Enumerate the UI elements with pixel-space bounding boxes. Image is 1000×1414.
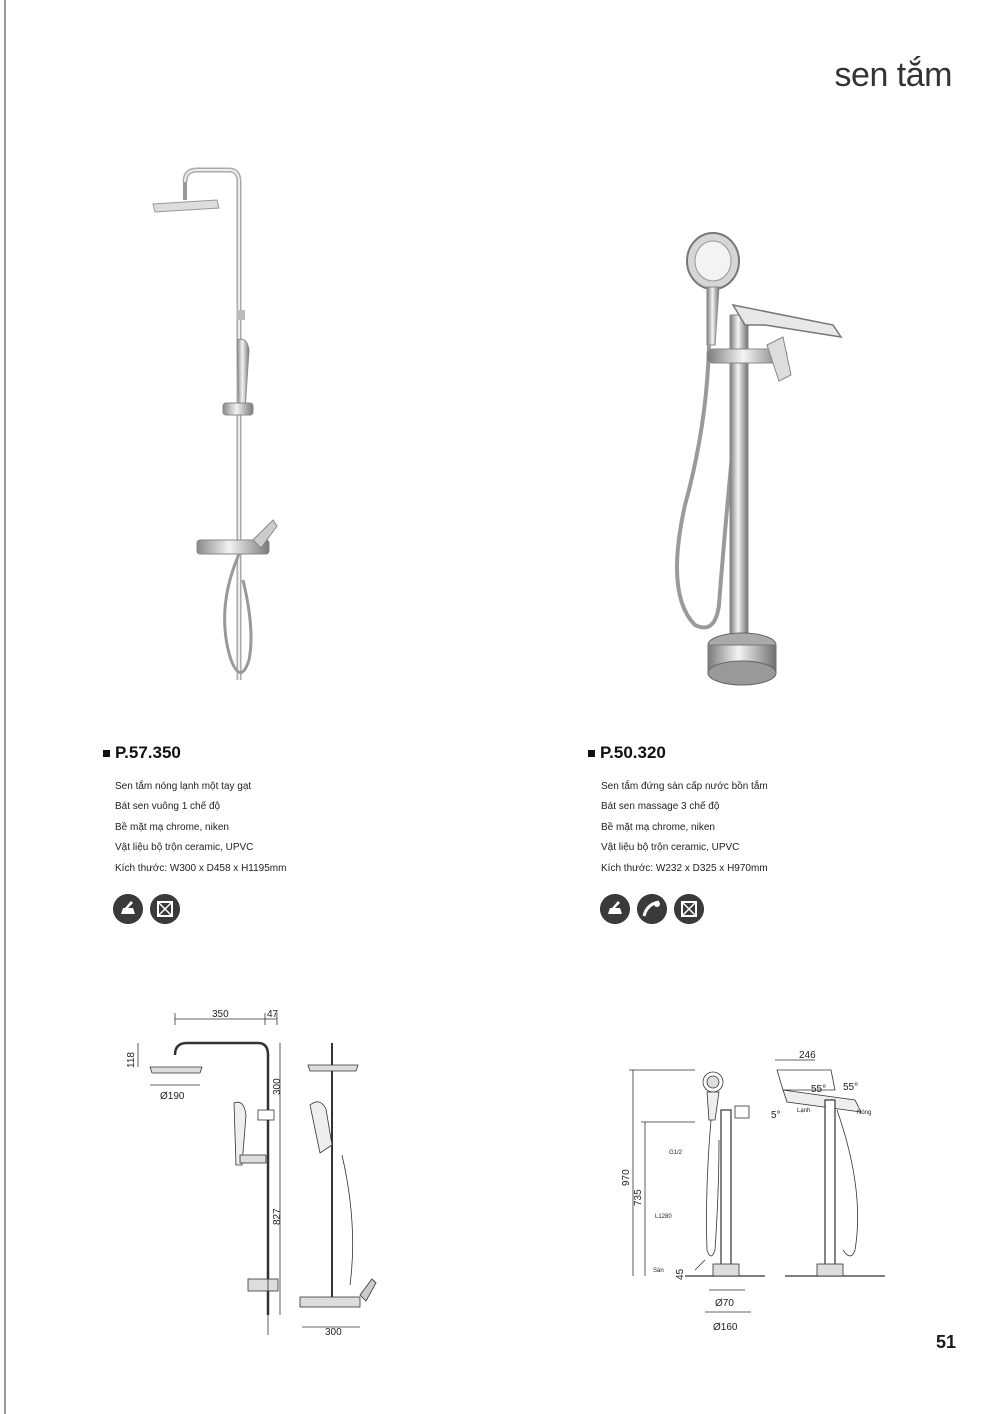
label-floor: Sàn xyxy=(653,1268,664,1274)
label-cold: Lạnh xyxy=(797,1108,811,1114)
dim-47: 47 xyxy=(267,1009,279,1020)
spec-line: Kích thước: W300 x D458 x H1195mm xyxy=(115,862,287,874)
dim-350: 350 xyxy=(212,1009,229,1020)
page-number: 51 xyxy=(935,1332,956,1352)
dim-300-vertical: 300 xyxy=(272,1078,283,1095)
spec-line: Bề mặt mạ chrome, niken xyxy=(115,821,229,833)
product-photo-p57350 xyxy=(145,160,295,695)
dim-735: 735 xyxy=(633,1189,644,1206)
technical-drawing-p50320 xyxy=(615,1050,895,1340)
spec-line: Vật liệu bộ trộn ceramic, UPVC xyxy=(601,842,740,854)
spec-line: Bề mặt mạ chrome, niken xyxy=(601,821,715,833)
dim-300-horizontal: 300 xyxy=(325,1327,342,1338)
spec-line: Sen tắm nóng lạnh một tay gạt xyxy=(115,781,252,792)
single-lever-icon xyxy=(113,894,143,924)
product-photo-p50320 xyxy=(645,225,850,690)
dim-827: 827 xyxy=(272,1208,283,1225)
dim-diameter-160: Ø160 xyxy=(713,1322,738,1333)
spec-line: Vật liệu bộ trộn ceramic, UPVC xyxy=(115,842,254,854)
spec-line: Kích thước: W232 x D325 x H970mm xyxy=(601,862,768,874)
label-hot: Nóng xyxy=(857,1110,872,1116)
page-title: sen tắm xyxy=(834,56,952,94)
spec-line: Sen tắm đứng sàn cấp nước bồn tắm xyxy=(601,781,768,792)
label-l1280: L1280 xyxy=(655,1214,672,1220)
spec-line: Bát sen massage 3 chế độ xyxy=(601,801,720,813)
dim-118: 118 xyxy=(126,1052,137,1068)
massage-shower-icon xyxy=(637,894,667,924)
single-lever-icon xyxy=(600,894,630,924)
technical-drawing-p57350 xyxy=(120,1005,390,1345)
product-specs-p57350 xyxy=(115,777,286,879)
bullet-square-icon xyxy=(588,750,595,757)
upvc-material-icon xyxy=(150,894,180,924)
bullet-square-icon xyxy=(103,750,110,757)
spec-line: Bát sen vuông 1 chế độ xyxy=(115,801,221,813)
left-margin-rule xyxy=(4,0,6,1414)
dim-45: 45 xyxy=(675,1268,686,1280)
dim-246: 246 xyxy=(799,1050,816,1061)
product-model-p57350: P.57.350 xyxy=(103,743,181,763)
label-g12: G1/2 xyxy=(669,1150,683,1156)
product-model-p50320: P.50.320 xyxy=(588,743,666,763)
upvc-material-icon xyxy=(674,894,704,924)
angle-55-a: 55° xyxy=(811,1084,827,1095)
feature-icons-p50320 xyxy=(600,894,704,924)
product-specs-p50320 xyxy=(601,777,768,879)
dim-diameter-70: Ø70 xyxy=(715,1298,734,1309)
angle-55-b: 55° xyxy=(843,1082,859,1093)
dim-diameter-190: Ø190 xyxy=(160,1091,185,1102)
dim-970: 970 xyxy=(621,1169,632,1186)
angle-5: 5° xyxy=(771,1110,781,1121)
feature-icons-p57350 xyxy=(113,894,180,924)
